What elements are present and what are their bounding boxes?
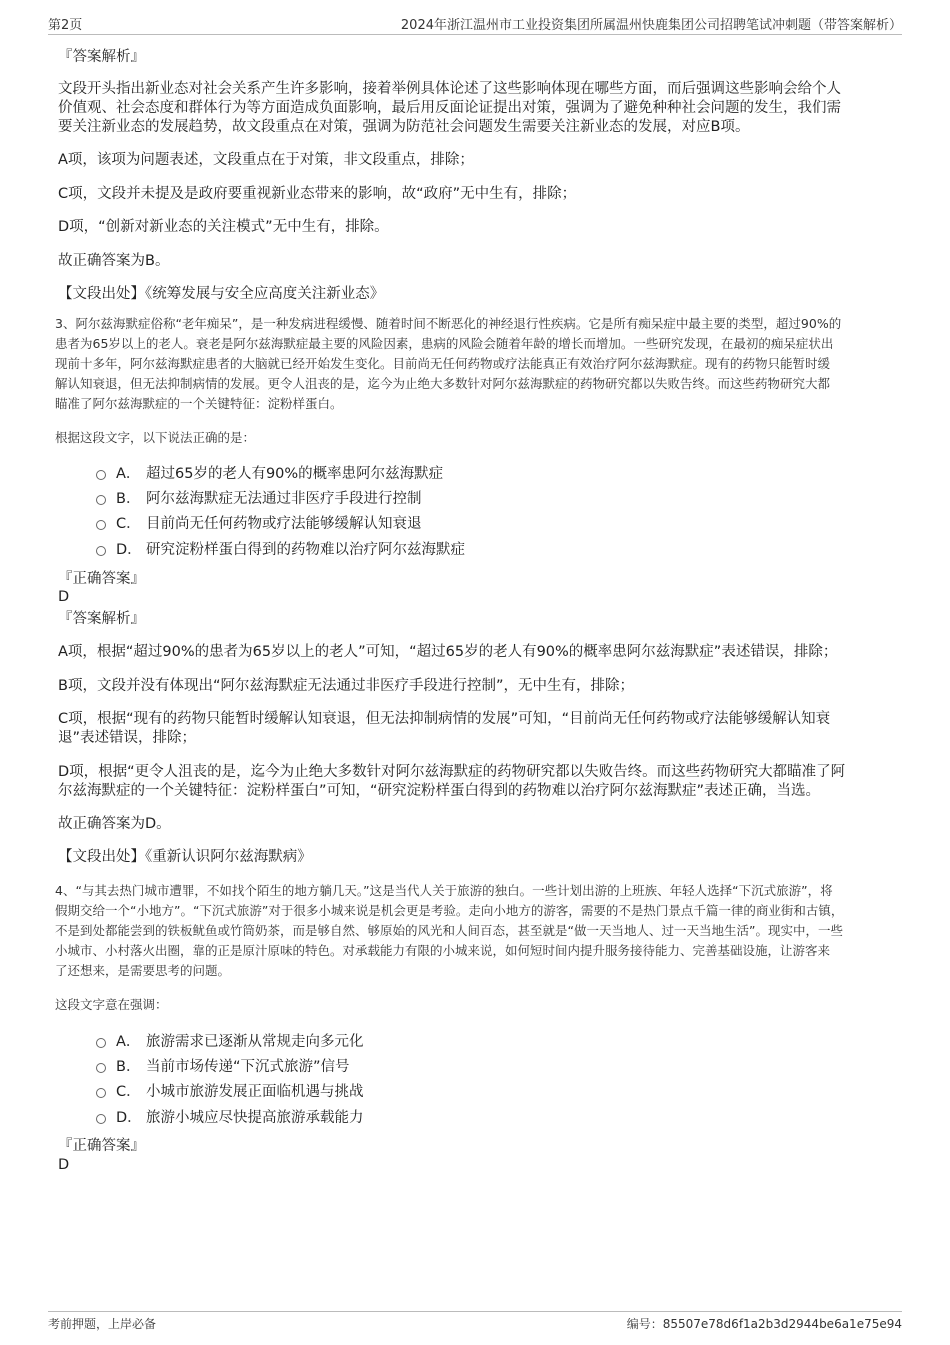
q3-passage-line-1: 3、阿尔兹海默症俗称“老年痴呆”，是一种发病进程缓慢、随着时间不断恶化的神经退行性疾病。它是所有痴呆症中最主要的类型，超过90%的 xyxy=(55,316,842,331)
option-label: B． xyxy=(116,491,141,507)
q3-passage-line-2: 患者为65岁以上的老人。衰老是阿尔兹海默症最主要的风险因素，患病的风险会随着年龄的增长而增加。一些研究发现，在最初的痴呆症状出 xyxy=(55,336,834,351)
q2-analysis-line-2: 价值观、社会态度和群体行为等方面造成负面影响，最后用反面论证提出对策，强调为了避免种种社会问题的发生，我们需 xyxy=(58,100,841,116)
page-header xyxy=(48,14,902,35)
option-text: 小城市旅游发展正面临机遇与挑战 xyxy=(146,1084,364,1100)
q3-analysis-b: B项，文段并没有体现出“阿尔兹海默症无法通过非医疗手段进行控制”，无中生有，排除； xyxy=(58,678,634,694)
radio-icon[interactable] xyxy=(96,520,106,530)
q2-conclusion: 故正确答案为B。 xyxy=(58,253,170,269)
q4-answer-label: 『正确答案』 xyxy=(58,1138,145,1154)
radio-icon[interactable] xyxy=(96,1114,106,1124)
option-text: 研究淀粉样蛋白得到的药物难以治疗阿尔兹海默症 xyxy=(146,542,465,558)
option-label: C． xyxy=(116,516,141,532)
radio-icon[interactable] xyxy=(96,1063,106,1073)
q2-analysis-a: A项，该项为问题表述，文段重点在于对策，非文段重点，排除； xyxy=(58,152,474,168)
q4-passage-line-1: 4、“与其去热门城市遭罪，不如找个陌生的地方躺几天。”这是当代人关于旅游的独白。一些计划出游的上班族、年轻人选择“下沉式旅游”，将 xyxy=(55,883,833,898)
option-label: B． xyxy=(116,1059,141,1075)
option-text: 目前尚无任何药物或疗法能够缓解认知衰退 xyxy=(146,516,422,532)
radio-icon[interactable] xyxy=(96,1038,106,1048)
option-text: 当前市场传递“下沉式旅游”信号 xyxy=(146,1059,350,1075)
footer-slogan: 考前押题，上岸必备 xyxy=(48,1317,157,1331)
q3-source: 【文段出处】《重新认识阿尔兹海默病》 xyxy=(58,849,312,865)
q4-option-b[interactable] xyxy=(96,1058,350,1076)
option-label: D． xyxy=(116,542,142,558)
q3-analysis-c-line-1: C项，根据“现有的药物只能暂时缓解认知衰退，但无法抑制病情的发展”可知，“目前尚无任何药物或疗法能够缓解认知衰 xyxy=(58,711,831,727)
page-number: 第2页 xyxy=(48,18,83,33)
q3-analysis-d-line-1: D项，根据“更令人沮丧的是，迄今为止绝大多数针对阿尔兹海默症的药物研究都以失败告终。而这些药物研究大都瞄准了阿 xyxy=(58,764,846,780)
q4-answer: D xyxy=(58,1157,70,1173)
option-label: D． xyxy=(116,1110,142,1126)
q3-answer-label: 『正确答案』 xyxy=(58,571,145,587)
document-title: 2024年浙江温州市工业投资集团所属温州快鹿集团公司招聘笔试冲刺题（带答案解析） xyxy=(400,18,902,33)
option-label: A． xyxy=(116,466,141,482)
q3-analysis-a: A项，根据“超过90%的患者为65岁以上的老人”可知，“超过65岁的老人有90%的概率患阿尔兹海默症”表述错误，排除； xyxy=(58,644,838,660)
q4-option-c[interactable] xyxy=(96,1083,364,1101)
q4-passage-line-4: 小城市、小村落火出圈，靠的正是原汁原味的特色。对承载能力有限的小城来说，如何短时间内提升服务接待能力、完善基础设施，让游客来 xyxy=(55,943,831,958)
q3-passage-line-5: 瞄准了阿尔兹海默症的一个关键特征：淀粉样蛋白。 xyxy=(55,396,343,411)
q3-option-b[interactable] xyxy=(96,490,422,508)
option-text: 旅游需求已逐渐从常规走向多元化 xyxy=(146,1034,364,1050)
option-text: 旅游小城应尽快提高旅游承载能力 xyxy=(146,1110,364,1126)
q3-analysis-d-line-2: 尔兹海默症的一个关键特征：淀粉样蛋白”可知，“研究淀粉样蛋白得到的药物难以治疗阿尔兹海默症”表述正确，当选。 xyxy=(58,783,821,799)
radio-icon[interactable] xyxy=(96,495,106,505)
radio-icon[interactable] xyxy=(96,1088,106,1098)
q3-analysis-c-line-2: 退”表述错误，排除； xyxy=(58,730,197,746)
radio-icon[interactable] xyxy=(96,546,106,556)
option-label: C． xyxy=(116,1084,141,1100)
q3-option-d[interactable] xyxy=(96,541,465,559)
option-label: A． xyxy=(116,1034,141,1050)
q2-analysis-d: D项，“创新对新业态的关注模式”无中生有，排除。 xyxy=(58,219,389,235)
q3-question: 根据这段文字，以下说法正确的是： xyxy=(55,430,256,445)
page-footer xyxy=(48,1311,902,1337)
q3-analysis-label: 『答案解析』 xyxy=(58,611,145,627)
q3-option-a[interactable] xyxy=(96,465,443,483)
q2-analysis-line-3: 要关注新业态的发展趋势，故文段重点在对策，强调为防范社会问题发生需要关注新业态的发展，对应B项。 xyxy=(58,119,750,135)
q3-passage-line-3: 现前十多年，阿尔兹海默症患者的大脑就已经开始发生变化。目前尚无任何药物或疗法能真正有效治疗阿尔兹海默症。现有的药物只能暂时缓 xyxy=(55,356,831,371)
radio-icon[interactable] xyxy=(96,470,106,480)
q4-passage-line-2: 假期交给一个“小地方”。“下沉式旅游”对于很多小城来说是机会更是考验。走向小地方的游客，需要的不是热门景点千篇一律的商业街和古镇， xyxy=(55,903,844,918)
q3-option-c[interactable] xyxy=(96,515,422,533)
q2-analysis-line-1: 文段开头指出新业态对社会关系产生许多影响，接着举例具体论述了这些影响体现在哪些方面，而后强调这些影响会给个人 xyxy=(58,81,841,97)
q4-passage-line-5: 了还想来，是需要思考的问题。 xyxy=(55,963,231,978)
q2-analysis-c: C项，文段并未提及是政府要重视新业态带来的影响，故“政府”无中生有，排除； xyxy=(58,186,577,202)
document-id: 编号：85507e78d6f1a2b3d2944be6a1e75e94 xyxy=(626,1317,902,1331)
q3-answer: D xyxy=(58,589,70,605)
q4-passage-line-3: 不是到处都能尝到的铁板鱿鱼或竹筒奶茶，而是够自然、够原始的风光和人间百态，甚至就是“做一天当地人、过一天当地生活”。现实中，一些 xyxy=(55,923,843,938)
option-text: 阿尔兹海默症无法通过非医疗手段进行控制 xyxy=(146,491,422,507)
q2-source: 【文段出处】《统筹发展与安全应高度关注新业态》 xyxy=(58,286,385,302)
q3-passage-line-4: 解认知衰退，但无法抑制病情的发展。更令人沮丧的是，迄今为止绝大多数针对阿尔兹海默症的药物研究都以失败告终。而这些药物研究大都 xyxy=(55,376,831,391)
q4-question: 这段文字意在强调： xyxy=(55,997,168,1012)
q3-conclusion: 故正确答案为D。 xyxy=(58,816,171,832)
option-text: 超过65岁的老人有90%的概率患阿尔兹海默症 xyxy=(146,466,444,482)
q4-option-d[interactable] xyxy=(96,1109,364,1127)
q4-option-a[interactable] xyxy=(96,1033,364,1051)
q2-analysis-label: 『答案解析』 xyxy=(58,49,145,65)
